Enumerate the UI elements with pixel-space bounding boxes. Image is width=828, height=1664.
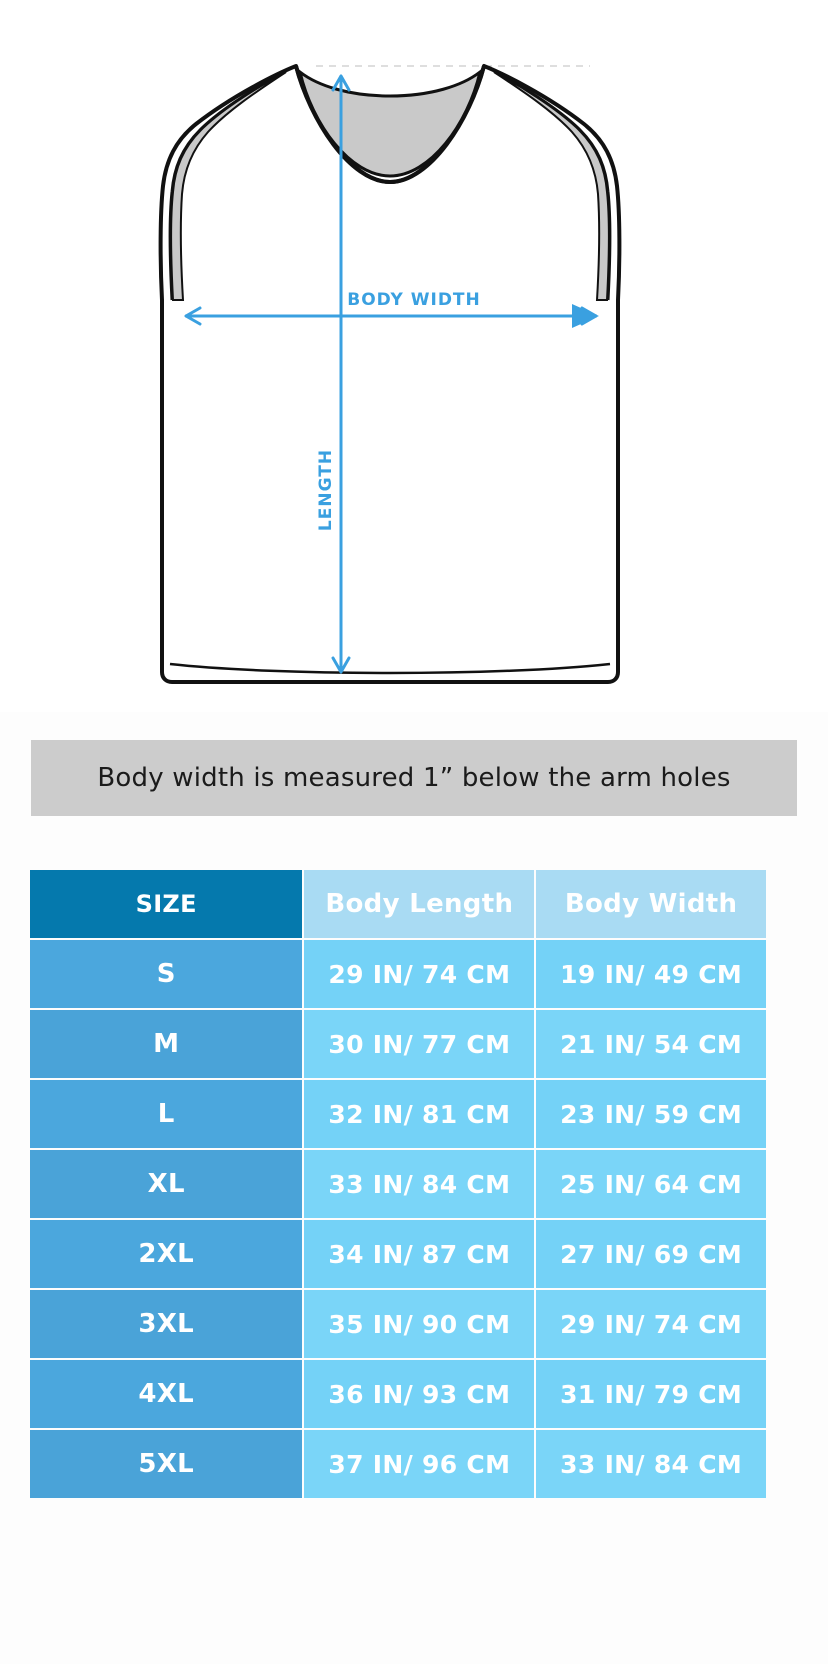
- table-row: [30, 1080, 766, 1148]
- cell-size: 4XL: [30, 1360, 302, 1428]
- cell-size: 5XL: [30, 1430, 302, 1498]
- cell-body-length: 29 IN/ 74 CM: [304, 940, 534, 1008]
- length-label: LENGTH: [316, 448, 336, 532]
- cell-size: L: [30, 1080, 302, 1148]
- cell-body-width: 25 IN/ 64 CM: [536, 1150, 766, 1218]
- cell-body-width: 21 IN/ 54 CM: [536, 1010, 766, 1078]
- table-row: [30, 1430, 766, 1498]
- cell-body-length: 32 IN/ 81 CM: [304, 1080, 534, 1148]
- cell-body-length: 36 IN/ 93 CM: [304, 1360, 534, 1428]
- cell-body-width: 33 IN/ 84 CM: [536, 1430, 766, 1498]
- cell-body-width: 29 IN/ 74 CM: [536, 1290, 766, 1358]
- table-row: [30, 1220, 766, 1288]
- table-row: [30, 1010, 766, 1078]
- cell-body-length: 30 IN/ 77 CM: [304, 1010, 534, 1078]
- measurement-note-text: Body width is measured 1” below the arm holes: [97, 763, 731, 793]
- header-body-length: Body Length: [304, 870, 534, 938]
- size-chart-table: [28, 868, 768, 1500]
- table-row: [30, 940, 766, 1008]
- header-size: SIZE: [30, 870, 302, 938]
- cell-size: S: [30, 940, 302, 1008]
- header-body-width: Body Width: [536, 870, 766, 938]
- cell-size: 2XL: [30, 1220, 302, 1288]
- cell-body-width: 19 IN/ 49 CM: [536, 940, 766, 1008]
- cell-body-width: 23 IN/ 59 CM: [536, 1080, 766, 1148]
- table-header-row: [30, 870, 766, 938]
- table-row: [30, 1360, 766, 1428]
- cell-size: XL: [30, 1150, 302, 1218]
- cell-body-length: 35 IN/ 90 CM: [304, 1290, 534, 1358]
- cell-size: M: [30, 1010, 302, 1078]
- cell-body-length: 33 IN/ 84 CM: [304, 1150, 534, 1218]
- garment-diagram: [0, 0, 828, 712]
- cell-body-width: 27 IN/ 69 CM: [536, 1220, 766, 1288]
- body-width-label: BODY WIDTH: [347, 290, 481, 310]
- cell-body-width: 31 IN/ 79 CM: [536, 1360, 766, 1428]
- table-row: [30, 1290, 766, 1358]
- cell-size: 3XL: [30, 1290, 302, 1358]
- table-row: [30, 1150, 766, 1218]
- cell-body-length: 37 IN/ 96 CM: [304, 1430, 534, 1498]
- cell-body-length: 34 IN/ 87 CM: [304, 1220, 534, 1288]
- measurement-note-bar: [31, 740, 797, 816]
